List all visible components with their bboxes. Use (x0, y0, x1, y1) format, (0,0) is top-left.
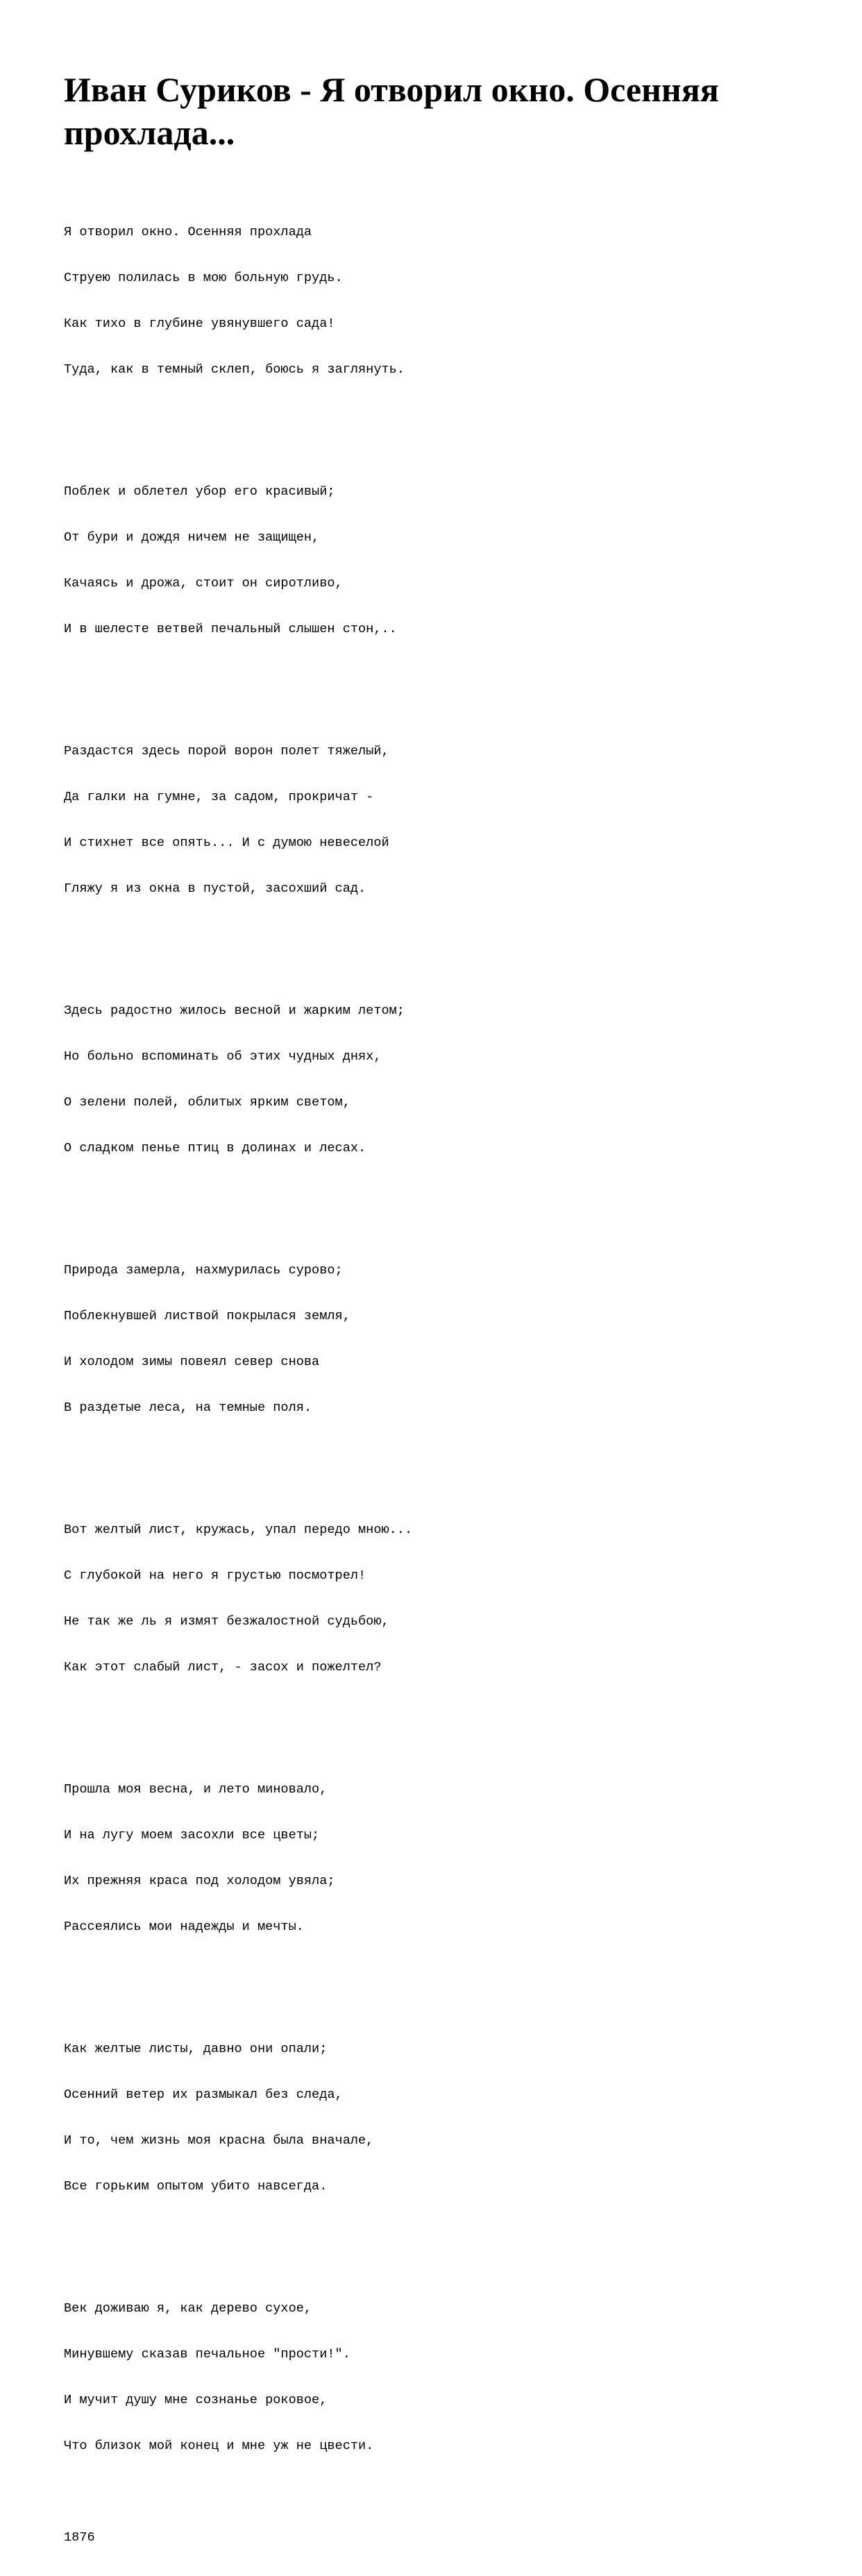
poem-line: Я отворил окно. Осенняя прохлада (64, 225, 312, 239)
poem-line: Все горьким опытом убито навсегда. (64, 2179, 328, 2194)
stanza-5 (64, 1232, 800, 1446)
poem-line: Что близок мой конец и мне уж не цвести. (64, 2439, 374, 2453)
poem-year: 1876 (64, 2530, 95, 2545)
poem-line: От бури и дождя ничем не защищен, (64, 530, 320, 545)
poem-line: Вот желтый лист, кружась, упал передо мною... (64, 1523, 413, 1537)
poem-line: И стихнет все опять... И с думою невеселой (64, 836, 389, 850)
poem-line: Век доживаю я, как дерево сухое, (64, 2301, 312, 2316)
poem-line: Минувшему сказав печальное "прости!". (64, 2347, 350, 2362)
stanza-3 (64, 713, 800, 927)
poem-line: Прошла моя весна, и лето миновало, (64, 1782, 328, 1797)
poem-line: В раздетые леса, на темные поля. (64, 1400, 312, 1415)
stanza-1 (64, 194, 800, 408)
poem-line: Струею полилась в мою больную грудь. (64, 271, 343, 285)
poem-line: И то, чем жизнь моя красна была вначале, (64, 2133, 374, 2148)
poem-line: С глубокой на него я грустью посмотрел! (64, 1568, 366, 1583)
poem-line: Но больно вспоминать об этих чудных днях, (64, 1049, 382, 1064)
poem-line: Поблекнувшей листвой покрылася земля, (64, 1309, 350, 1323)
poem-body (64, 164, 800, 2576)
poem-line: О зелени полей, облитых ярким светом, (64, 1095, 350, 1110)
poem-line: Гляжу я из окна в пустой, засохший сад. (64, 881, 366, 896)
poem-line: Качаясь и дрожа, стоит он сиротливо, (64, 576, 343, 591)
poem-line: Как этот слабый лист, - засох и пожелтел? (64, 1660, 382, 1675)
stanza-9 (64, 2271, 800, 2484)
poem-line: Природа замерла, нахмурилась сурово; (64, 1263, 343, 1278)
poem-line: Поблек и облетел убор его красивый; (64, 484, 335, 499)
stanza-6 (64, 1492, 800, 1706)
poem-line: Рассеялись мои надежды и мечты. (64, 1920, 304, 1934)
document-page (64, 68, 800, 2576)
poem-line: Да галки на гумне, за садом, прокричат - (64, 790, 374, 804)
stanza-4 (64, 973, 800, 1187)
document-title: Иван Суриков - Я отворил окно. Осенняя прохлада... (64, 70, 719, 152)
poem-line: Как тихо в глубине увянувшего сада! (64, 316, 335, 331)
stanza-8 (64, 2011, 800, 2225)
poem-line: Не так же ль я измят безжалостной судьбою, (64, 1614, 389, 1629)
poem-line: Туда, как в темный склеп, боюсь я заглянуть. (64, 362, 405, 377)
poem-line: О сладком пенье птиц в долинах и лесах. (64, 1141, 366, 1155)
stanza-2 (64, 454, 800, 668)
stanza-7 (64, 1752, 800, 1965)
poem-line: Раздастся здесь порой ворон полет тяжелый, (64, 744, 389, 759)
poem-line: И холодом зимы повеял север снова (64, 1355, 320, 1369)
poem-line: Здесь радостно жилось весной и жарким летом; (64, 1003, 405, 1018)
poem-line: И мучит душу мне сознанье роковое, (64, 2393, 328, 2407)
poem-line: Их прежняя краса под холодом увяла; (64, 1874, 335, 1888)
poem-line: И на лугу моем засохли все цветы; (64, 1828, 320, 1842)
poem-line: Как желтые листы, давно они опали; (64, 2042, 328, 2056)
poem-line: И в шелесте ветвей печальный слышен стон,.. (64, 622, 397, 636)
poem-line: Осенний ветер их размыкал без следа, (64, 2087, 343, 2102)
